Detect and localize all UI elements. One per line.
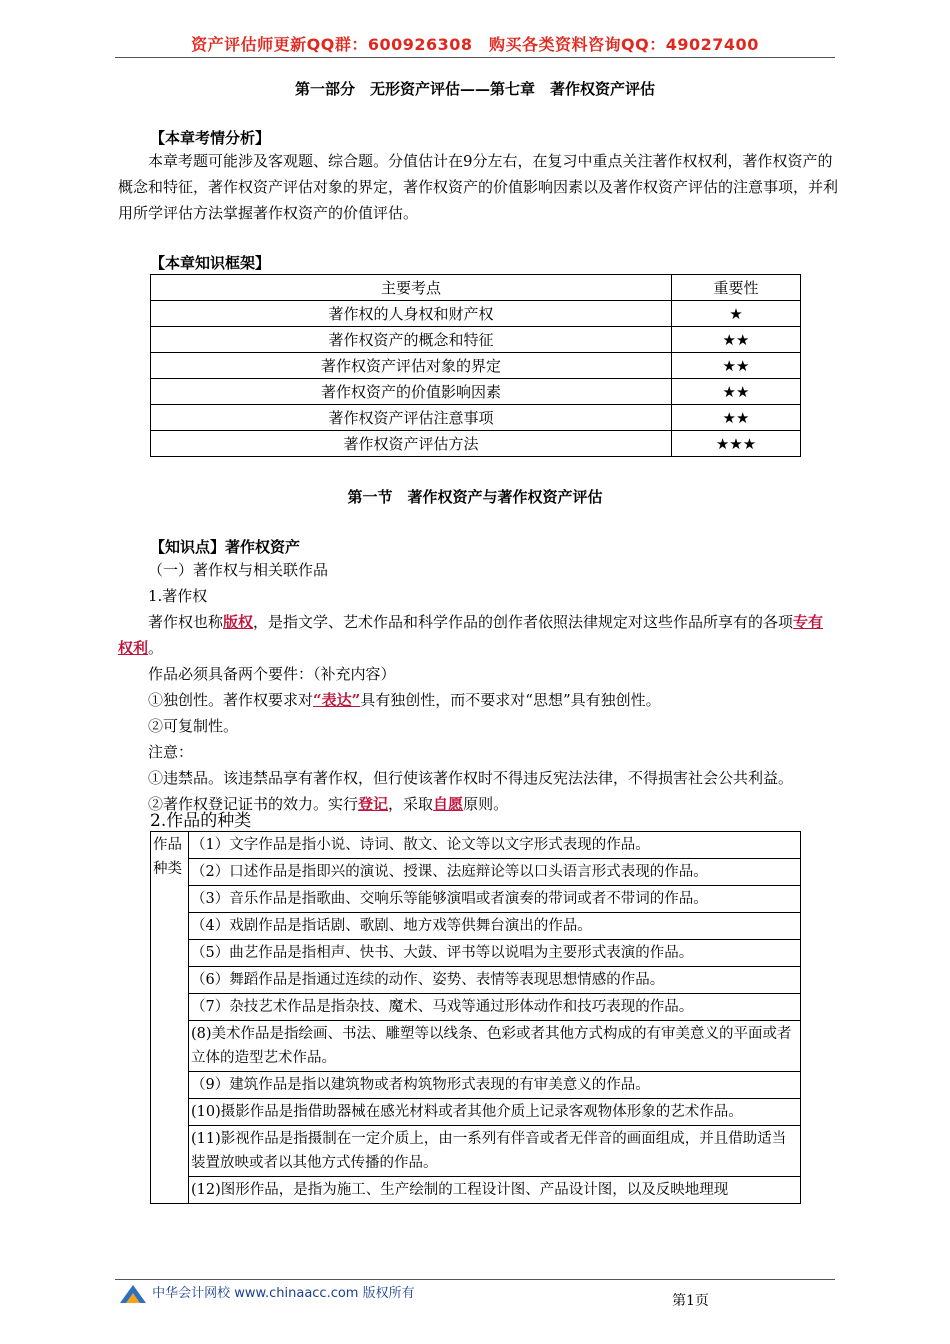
table-header-row: [151, 275, 801, 301]
table-row: [151, 994, 801, 1021]
row-stars: ★★: [672, 327, 801, 353]
header-divider: [115, 57, 835, 58]
table-row: [151, 859, 801, 886]
highlight-expression: “表达”: [313, 691, 361, 709]
works-item: （5）曲艺作品是指相声、快书、大鼓、评书等以说唱为主要形式表演的作品。: [189, 940, 801, 967]
doc-title: 第一部分 无形资产评估——第七章 著作权资产评估: [294, 80, 655, 98]
table-row: [151, 1099, 801, 1126]
table-row: [151, 832, 801, 859]
row-stars: ★★: [672, 379, 801, 405]
row-point: 著作权的人身权和财产权: [151, 301, 672, 327]
row-point: 著作权资产评估方法: [151, 431, 672, 457]
works-item: （6）舞蹈作品是指通过连续的动作、姿势、表情等表现思想情感的作品。: [189, 967, 801, 994]
table-row: [151, 967, 801, 994]
row-point: 著作权资产评估注意事项: [151, 405, 672, 431]
requirement-1: ①独创性。著作权要求对“表达”具有独创性，而不要求对“思想”具有独创性。: [148, 691, 661, 709]
table-row: [151, 1072, 801, 1099]
logo-icon: [118, 1283, 148, 1305]
row-point: 著作权资产评估对象的界定: [151, 353, 672, 379]
row-point: 著作权资产的概念和特征: [151, 327, 672, 353]
note-2: ②著作权登记证书的效力。实行登记，采取自愿原则。: [148, 795, 509, 813]
works-item: (12)图形作品，是指为施工、生产绘制的工程设计图、产品设计图，以及反映地理现: [189, 1177, 801, 1204]
table-row: [151, 1126, 801, 1177]
knowledge-heading: 【知识点】著作权资产: [150, 538, 301, 556]
framework-heading: 【本章知识框架】: [150, 254, 271, 272]
table-row: [151, 431, 801, 457]
works-item: (11)影视作品是指摄制在一定介质上，由一系列有伴音或者无伴音的画面组成，并且借助适当装置放映或者以其他方式传播的作品。: [189, 1126, 801, 1177]
works-table: [150, 831, 801, 1204]
table-row: [151, 301, 801, 327]
row-stars: ★: [672, 301, 801, 327]
analysis-text: 本章考题可能涉及客观题、综合题。分值估计在9分左右，在复习中重点关注著作权权利，著作权资产的概念和特征，著作权资产评估对象的界定，著作权资产的价值影响因素以及著作权资产评估的注意事项，并利用所学评估方法掌握著作权资产的价值评估。: [118, 152, 839, 222]
section-title: 第一节 著作权资产与著作权资产评估: [347, 488, 603, 506]
highlight-copyright: 版权: [223, 613, 254, 631]
table-row: [151, 405, 801, 431]
table-row: [151, 379, 801, 405]
row-stars: ★★: [672, 353, 801, 379]
note-heading: 注意：: [148, 743, 194, 761]
works-item: (8)美术作品是指绘画、书法、雕塑等以线条、色彩或者其他方式构成的有审美意义的平面或者立体的造型艺术作品。: [189, 1021, 801, 1072]
col-header-importance: 重要性: [672, 275, 801, 301]
page-number: 第1页: [672, 1293, 709, 1309]
framework-table: [150, 274, 801, 457]
table-row: [151, 327, 801, 353]
table-row: [151, 940, 801, 967]
works-item: （9）建筑作品是指以建筑物或者构筑物形式表现的有审美意义的作品。: [189, 1072, 801, 1099]
row-stars: ★★★: [672, 431, 801, 457]
highlight-exclusive-rights: 专有权利: [118, 613, 824, 657]
highlight-voluntary: 自愿: [433, 795, 464, 813]
footer-divider: [115, 1279, 835, 1280]
works-item: （1）文字作品是指小说、诗词、散文、论文等以文字形式表现的作品。: [189, 832, 801, 859]
knowledge-body: [118, 557, 838, 817]
col-header-point: 主要考点: [151, 275, 672, 301]
types-heading: 2.作品的种类: [150, 811, 252, 831]
requirements-intro: 作品必须具备两个要件：（补充内容）: [148, 665, 396, 683]
analysis-heading: 【本章考情分析】: [150, 129, 271, 147]
highlight-registration: 登记: [358, 795, 389, 813]
works-item: （2）口述作品是指即兴的演说、授课、法庭辩论等以口头语言形式表现的作品。: [189, 859, 801, 886]
works-item: （7）杂技艺术作品是指杂技、魔术、马戏等通过形体动作和技巧表现的作品。: [189, 994, 801, 1021]
copyright-definition: 著作权也称版权，是指文学、艺术作品和科学作品的创作者依照法律规定对这些作品所享有的各项专有权利。: [118, 613, 824, 657]
note-1: ①违禁品。该违禁品享有著作权，但行使该著作权时不得违反宪法法律，不得损害社会公共利益。: [148, 769, 794, 787]
table-row: [151, 886, 801, 913]
footer-logo: 中华会计网校 www.chinaacc.com 版权所有: [118, 1282, 415, 1305]
works-item: (10)摄影作品是指借助器械在感光材料或者其他介质上记录客观物体形象的艺术作品。: [189, 1099, 801, 1126]
table-row: [151, 1021, 801, 1072]
row-point: 著作权资产的价值影响因素: [151, 379, 672, 405]
table-row: [151, 1177, 801, 1204]
table-row: [151, 913, 801, 940]
table-row: [151, 353, 801, 379]
item-1-heading: 1.著作权: [148, 587, 208, 605]
sub-heading-1: （一）著作权与相关联作品: [148, 561, 329, 579]
works-item: （3）音乐作品是指歌曲、交响乐等能够演唱或者演奏的带词或者不带词的作品。: [189, 886, 801, 913]
requirement-2: ②可复制性。: [148, 717, 239, 735]
works-item: （4）戏剧作品是指话剧、歌剧、地方戏等供舞台演出的作品。: [189, 913, 801, 940]
works-label: 作品种类: [151, 832, 189, 1204]
row-stars: ★★: [672, 405, 801, 431]
header-banner: 资产评估师更新QQ群：600926308 购买各类资料咨询QQ：49027400: [191, 35, 759, 54]
